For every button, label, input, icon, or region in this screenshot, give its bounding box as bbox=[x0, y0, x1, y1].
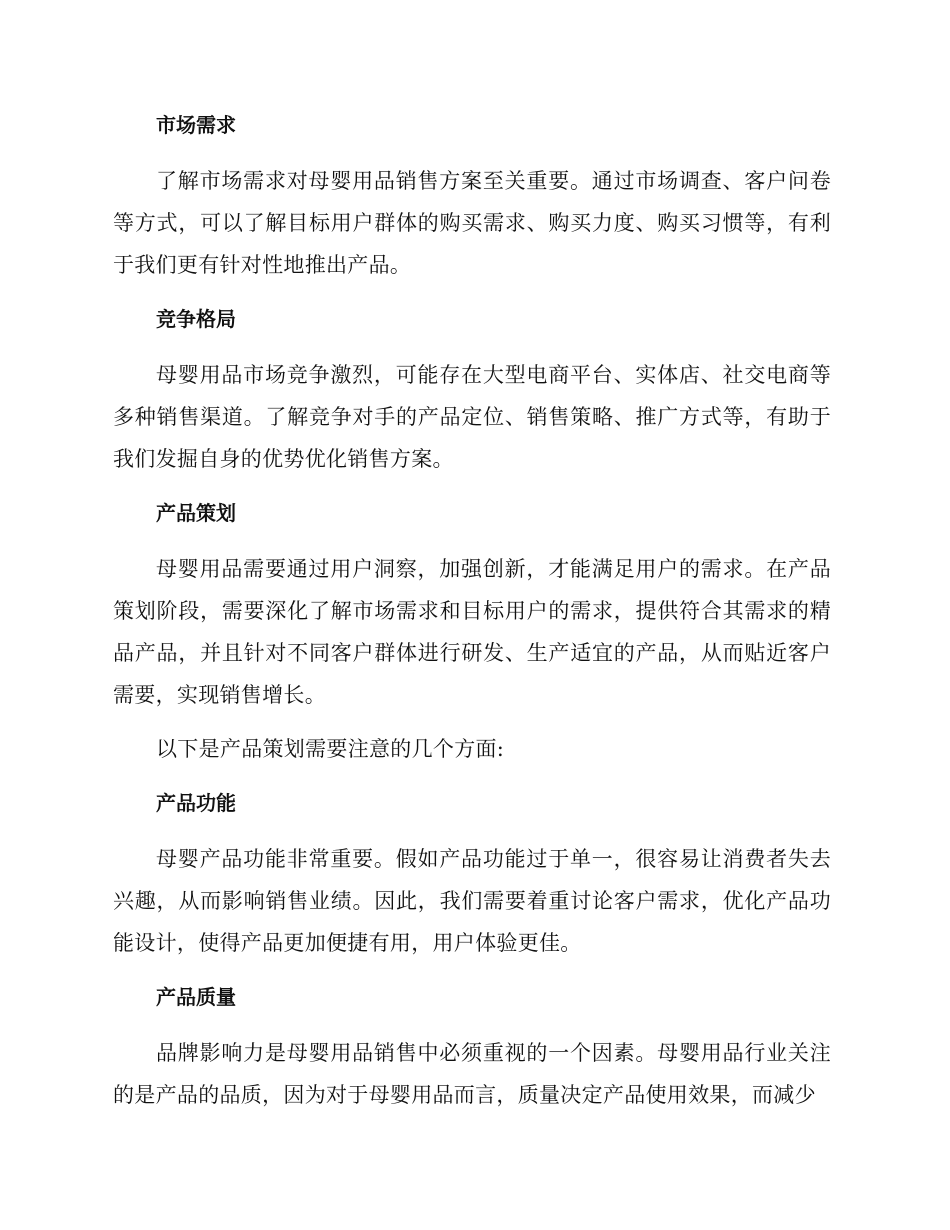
paragraph-product-planning: 母婴用品需要通过用户洞察，加强创新，才能满足用户的需求。在产品策划阶段，需要深化了解市场需求和目标用户的需求，提供符合其需求的精品产品，并且针对不同客户群体进行研发、生产适宜的产品，从而贴近客户需要，实现销售增长。 bbox=[113, 557, 831, 707]
paragraph-product-function: 母婴产品功能非常重要。假如产品功能过于单一，很容易让消费者失去兴趣，从而影响销售业绩。因此，我们需要着重讨论客户需求，优化产品功能设计，使得产品更加便捷有用，用户体验更佳。 bbox=[113, 847, 831, 955]
section-heading-product-function: 产品功能 bbox=[156, 791, 236, 815]
paragraph-market-demand: 了解市场需求对母婴用品销售方案至关重要。通过市场调查、客户问卷等方式，可以了解目标用户群体的购买需求、购买力度、购买习惯等，有利于我们更有针对性地推出产品。 bbox=[113, 169, 831, 277]
section-heading-product-planning: 产品策划 bbox=[156, 501, 236, 525]
section-heading-competition: 竞争格局 bbox=[156, 307, 236, 331]
document-page bbox=[113, 104, 831, 1116]
section-heading-market-demand: 市场需求 bbox=[156, 113, 236, 137]
paragraph-competition: 母婴用品市场竞争激烈，可能存在大型电商平台、实体店、社交电商等多种销售渠道。了解竞争对手的产品定位、销售策略、推广方式等，有助于我们发掘自身的优势优化销售方案。 bbox=[113, 363, 831, 471]
section-heading-product-quality: 产品质量 bbox=[156, 985, 236, 1009]
paragraph-product-quality: 品牌影响力是母婴用品销售中必须重视的一个因素。母婴用品行业关注的是产品的品质，因为对于母婴用品而言，质量决定产品使用效果，而减少 bbox=[113, 1041, 831, 1107]
paragraph-planning-aspects-intro: 以下是产品策划需要注意的几个方面: bbox=[156, 737, 505, 761]
